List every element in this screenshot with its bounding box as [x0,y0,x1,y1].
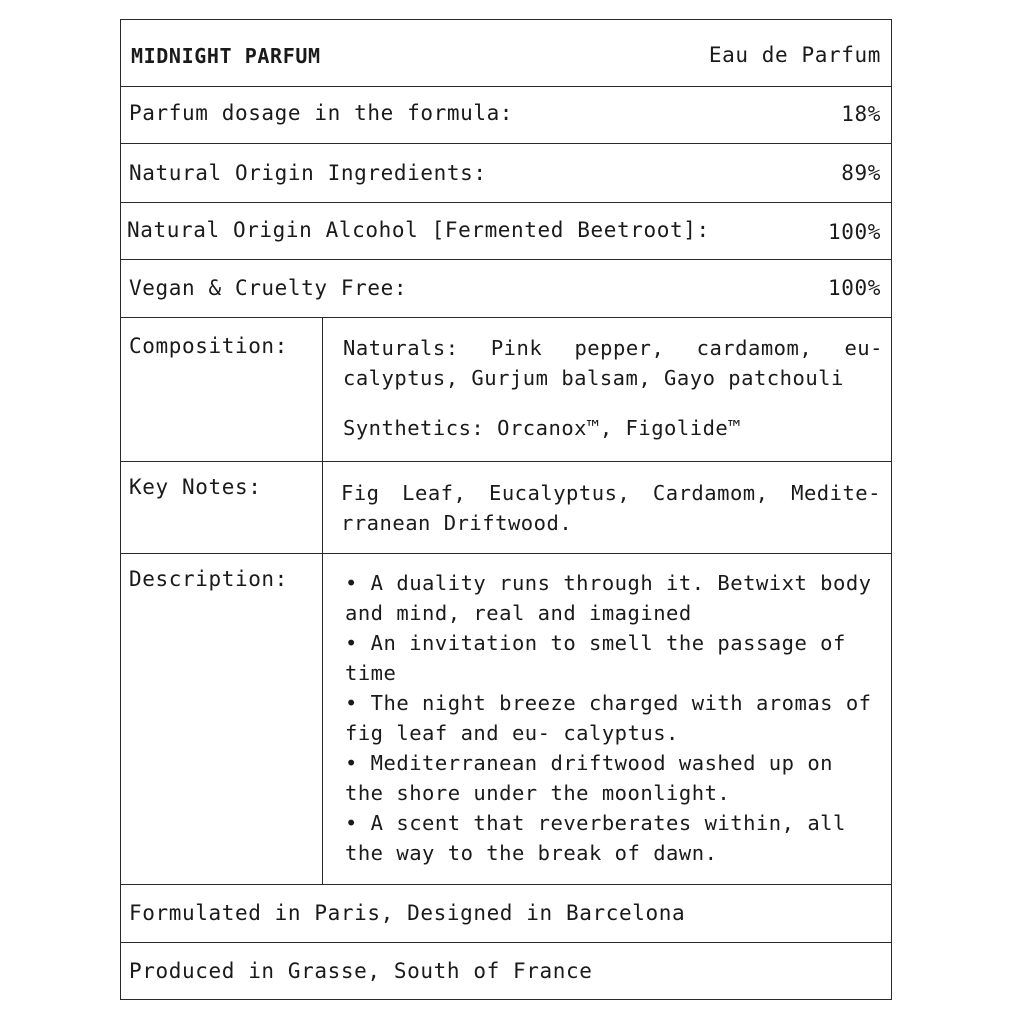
composition-content [343,333,883,443]
stat-label: Vegan & Cruelty Free: [129,276,408,300]
description-line: • The night breeze charged with aromas of [345,691,872,715]
column-divider [322,554,323,884]
description-line: • A duality runs through it. Betwixt body [345,571,872,595]
description-line: • An invitation to smell the passage of [345,631,846,655]
stat-row-dosage [121,87,891,144]
composition-label: Composition: [129,334,288,358]
stat-label: Parfum dosage in the formula: [129,101,514,125]
formulated-row [121,885,891,943]
description-line: fig leaf and eu- calyptus. [345,721,679,745]
description-line: the way to the break of dawn. [345,841,718,865]
composition-naturals-line2: calyptus, Gurjum balsam, Gayo patchouli [343,366,844,390]
header-row [121,20,891,87]
stat-value: 100% [828,276,881,300]
composition-naturals-line1: Naturals: Pink pepper, cardamom, eu- [343,336,883,360]
stat-label: Natural Origin Ingredients: [129,161,487,185]
stat-row-natural-alcohol [121,203,891,260]
key-notes-row [121,462,891,554]
key-notes-line2: rranean Driftwood. [341,511,573,535]
description-label: Description: [129,567,288,591]
stat-label: Natural Origin Alcohol [Fermented Beetroot]: [127,218,710,242]
key-notes-label: Key Notes: [129,475,262,499]
column-divider [322,462,323,553]
product-info-sheet [120,19,892,1000]
column-divider [322,318,323,461]
stat-value: 100% [828,220,881,244]
description-line: the shore under the moonlight. [345,781,731,805]
formulated-text: Formulated in Paris, Designed in Barcelona [129,901,686,925]
produced-text: Produced in Grasse, South of France [129,959,593,983]
stat-value: 18% [841,102,881,126]
stat-row-vegan [121,260,891,318]
description-row [121,554,891,885]
stat-row-natural-ingredients [121,144,891,203]
description-line: • Mediterranean driftwood washed up on [345,751,833,775]
description-content [345,568,885,868]
description-line: • A scent that reverberates within, all [345,811,846,835]
description-line: and mind, real and imagined [345,601,692,625]
key-notes-line1: Fig Leaf, Eucalyptus, Cardamom, Medite- [341,481,881,505]
product-title: MIDNIGHT PARFUM [131,44,321,68]
stat-value: 89% [841,161,881,185]
description-line: time [345,661,397,685]
key-notes-content [341,478,881,538]
composition-row [121,318,891,462]
product-type: Eau de Parfum [708,43,881,67]
composition-synthetics: Synthetics: Orcanox™, Figolide™ [343,416,742,440]
produced-row [121,943,891,999]
